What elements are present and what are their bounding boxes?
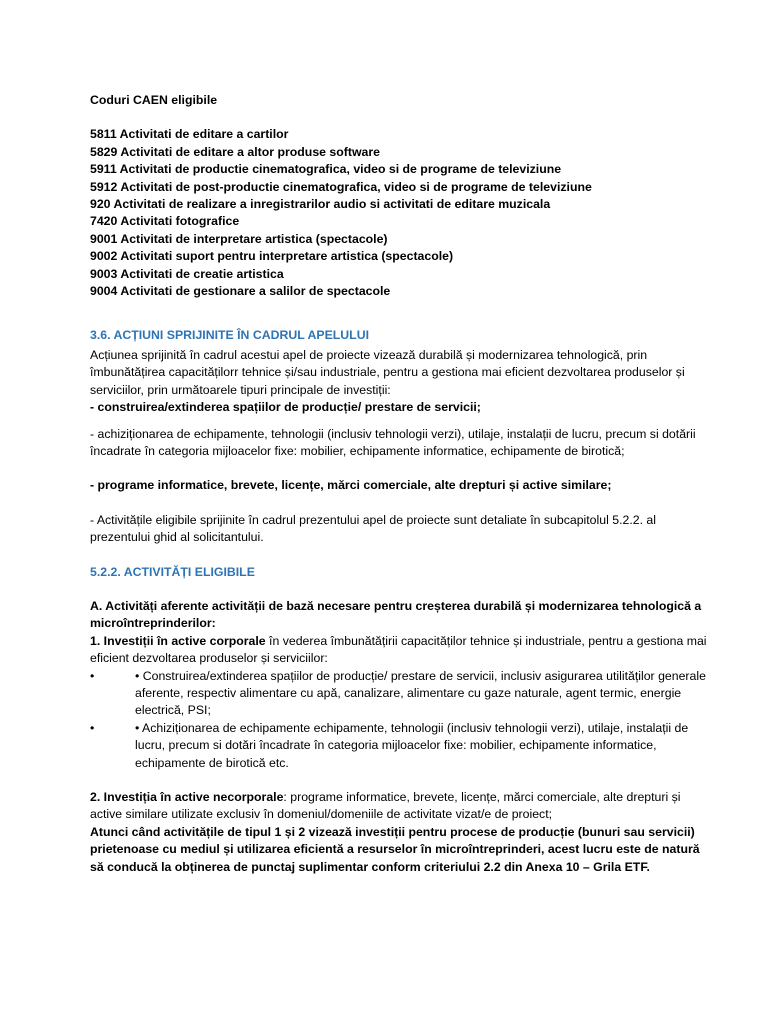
caen-code-item: 9004 Activitati de gestionare a salilor de spectacole	[90, 284, 391, 299]
caen-code-item: 5829 Activitati de editare a altor produse software	[90, 144, 380, 159]
paragraph-1-text: în vederea îmbunătățirii capacităților tehnice și industriale, pentru a gestiona mai eficient dezvoltarea produselor și serviciilor:	[90, 633, 707, 666]
section-3-6-title: 3.6. ACȚIUNI SPRIJINITE ÎN CADRUL APELULUI	[90, 328, 369, 343]
bullet-item-construction	[90, 668, 708, 720]
caen-code-item: 5811 Activitati de editare a cartilor	[90, 127, 289, 142]
section-3-6-intro: Acțiunea sprijinită în cadrul acestui apel de proiecte vizează durabilă și modernizarea tehnologică, prin îmbunătățirea capacitățilorr tehnice și/sau industriale, pentru a gestiona mai eficient dezvoltarea produselor și serviciilor, prin următoarele tipuri principale de investiții:	[90, 347, 685, 397]
paragraph-2-label: 2. Investiția în active necorporale	[90, 790, 284, 804]
caen-code-item: 9002 Activitati suport pentru interpretare artistica (spectacole)	[90, 249, 454, 264]
bullet-item-equipment	[90, 720, 708, 772]
caen-codes-list	[90, 126, 708, 300]
section-3-6-item-equipment: - achiziționarea de echipamente, tehnologii (inclusiv tehnologii verzi), utilaje, instalații de lucru, precum si dotării încadrate în categoria mijloacelor fixe: mobilier, echipamente informatice, echipamente de birotică;	[90, 426, 696, 458]
section-3-6-item-software: - programe informatice, brevete, licențe, mărci comerciale, alte drepturi și active similare;	[90, 478, 612, 493]
caen-code-item: 5911 Activitati de productie cinematografica, video si de programe de televiziune	[90, 162, 562, 177]
caen-codes-heading: Coduri CAEN eligibile	[90, 93, 218, 107]
bullet-text: • Achiziționarea de echipamente echipamente, tehnologii (inclusiv tehnologii verzi), utilaje, instalații de lucru, precum si dotări încadrate în categoria mijloacelor fixe: mobilier, echipamente informatice, echipamente de birotică etc.	[135, 720, 689, 770]
caen-code-item: 9001 Activitati de interpretare artistica (spectacole)	[90, 231, 388, 246]
paragraph-1-label: 1. Investiții în active corporale	[90, 633, 266, 648]
section-5-2-2-paragraph-2	[90, 789, 708, 824]
caen-code-item: 7420 Activitati fotografice	[90, 214, 240, 229]
section-3-6-note: - Activitățile eligibile sprijinite în cadrul prezentului apel de proiecte sunt detaliate în subcapitolul 5.2.2. al prezentului ghid al solicitantului.	[90, 512, 656, 545]
paragraph-2-text: : programe informatice, brevete, licențe, mărci comerciale, alte drepturi și active similare utilizate exclusiv în domeniul/domeniile de activitate vizat/e de proiect;	[90, 790, 681, 822]
caen-code-item: 5912 Activitati de post-productie cinematografica, video si de programe de televiziune	[90, 179, 592, 194]
bullet-icon: •	[90, 720, 95, 735]
caen-code-item: 9003 Activitati de creatie artistica	[90, 266, 284, 281]
caen-code-item: 920 Activitati de realizare a inregistrarilor audio si activitati de editare muzicala	[90, 197, 551, 212]
section-3-6-item-construction: - construirea/extinderea spațiilor de producție/ prestare de servicii;	[90, 400, 481, 415]
bullet-text: • Construirea/extinderea spațiilor de producție/ prestare de servicii, inclusiv asigurarea utilităților generale aferente, respectiv alimentare cu apă, canalizare, alimentare cu gaze naturale, agent termic, energie electrică, PSI;	[135, 668, 706, 718]
section-5-2-2-paragraph-1	[90, 633, 708, 668]
section-5-2-2-heading-a: A. Activități aferente activității de bază necesare pentru creșterea durabilă și modernizarea tehnologică a microîntreprinderilor:	[90, 598, 702, 631]
section-5-2-2-bonus-note: Atunci când activitățile de tipul 1 și 2 vizează investiții pentru procese de producție (bunuri sau servicii) prietenoase cu mediul și utilizarea eficientă a resurselor în microîntreprinderi, acest lucru este de natură să conducă la obținerea de punctaj suplimentar conform criteriului 2.2 din Anexa 10 – Grila ETF.	[90, 824, 700, 874]
section-5-2-2-title: 5.2.2. ACTIVITĂȚI ELIGIBILE	[90, 564, 255, 579]
bullet-icon: •	[90, 668, 95, 683]
